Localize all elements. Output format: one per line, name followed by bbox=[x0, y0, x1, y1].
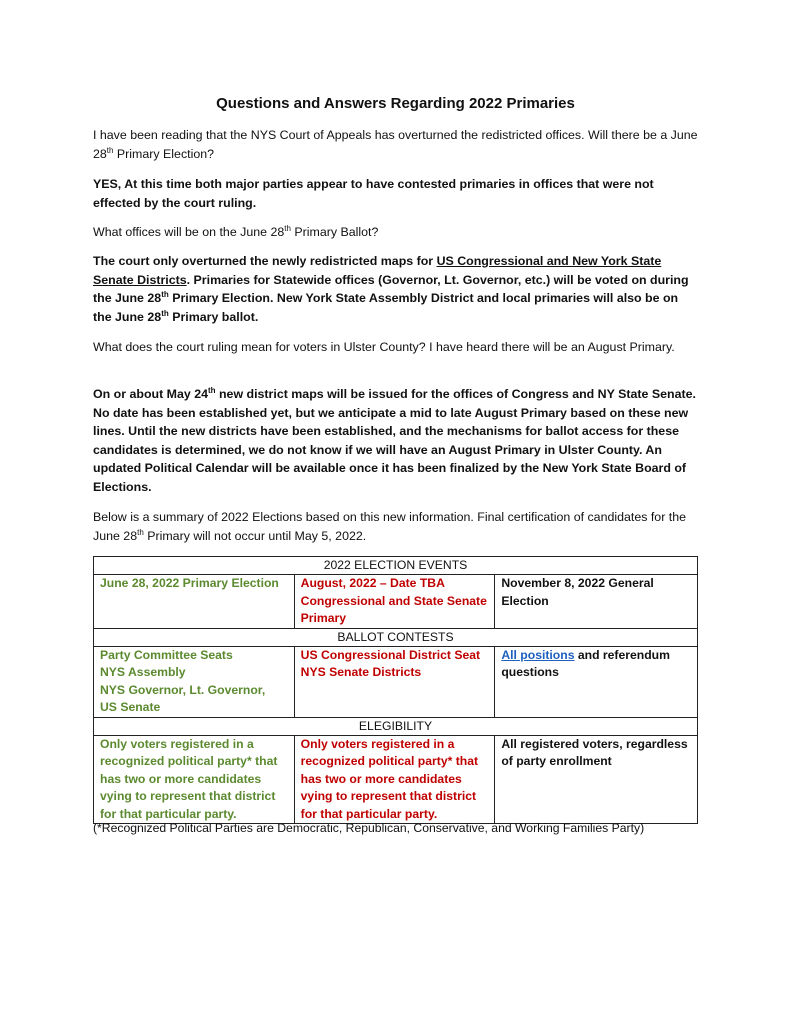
primary-june-cell: June 28, 2022 Primary Election bbox=[94, 575, 295, 628]
answer-2-text-d: Primary ballot. bbox=[168, 309, 259, 324]
events-header: 2022 ELECTION EVENTS bbox=[94, 557, 698, 575]
table-header-row bbox=[94, 628, 698, 646]
august-contests-cell bbox=[294, 647, 495, 718]
table-header-row bbox=[94, 557, 698, 575]
answer-2-text-b: . Primaries for Statewide offices (Governor, Lt. Governor, etc.) will be voted on during the June 28 bbox=[93, 272, 689, 305]
answer-2-text: The court only overturned the newly redistricted maps for bbox=[93, 254, 437, 268]
contest-item: and referendum questions bbox=[501, 648, 670, 680]
contest-item: NYS Senate Districts bbox=[300, 665, 422, 680]
table-header-row bbox=[94, 717, 698, 735]
august-eligibility-cell: Only voters registered in a recognized political party* that has two or more candidates vying to represent that district for that particular party. bbox=[294, 736, 495, 824]
question-2-text-end: Primary Ballot? bbox=[290, 225, 379, 239]
superscript: th bbox=[207, 385, 216, 395]
table-row bbox=[94, 736, 698, 824]
all-positions-link[interactable]: All positions bbox=[501, 648, 575, 663]
contest-item: US Congressional District Seat bbox=[300, 648, 481, 663]
answer-2-text-c: Primary Election. New York State Assembly District and local primaries will also be on the June 28 bbox=[93, 291, 679, 324]
question-1-text-end: Primary Election? bbox=[113, 146, 215, 161]
primary-august-cell: August, 2022 – Date TBA Congressional and State Senate Primary bbox=[294, 575, 495, 628]
question-1 bbox=[93, 126, 698, 163]
question-1-text: I have been reading that the NYS Court of Appeals has overturned the redistricted offices. Will there be a June 28 bbox=[93, 128, 698, 161]
june-eligibility-cell: Only voters registered in a recognized political party* that has two or more candidates vying to represent that district for that particular party. bbox=[94, 736, 295, 824]
superscript: th bbox=[161, 308, 169, 318]
eligibility-header: ELEGIBILITY bbox=[94, 717, 698, 735]
contest-item: NYS Assembly bbox=[100, 665, 186, 680]
general-election-cell: November 8, 2022 General Election bbox=[495, 575, 698, 628]
superscript: th bbox=[137, 527, 144, 537]
answer-3 bbox=[93, 385, 698, 496]
contest-item: Party Committee Seats bbox=[100, 648, 233, 663]
contest-item: NYS Governor, Lt. Governor, bbox=[100, 682, 266, 697]
question-2-text: What offices will be on the June 28 bbox=[93, 225, 285, 239]
districts-underlined-text: US Congressional and New York State Senate Districts bbox=[93, 254, 662, 287]
general-eligibility-cell: All registered voters, regardless of party enrollment bbox=[495, 736, 698, 824]
summary-paragraph bbox=[93, 508, 698, 545]
elections-table bbox=[93, 556, 698, 824]
superscript: th bbox=[161, 289, 169, 299]
general-contests-cell bbox=[495, 647, 698, 718]
summary-text-end: Primary will not occur until May 5, 2022. bbox=[143, 528, 367, 543]
contest-item: US Senate bbox=[100, 700, 161, 715]
table-row bbox=[94, 647, 698, 718]
answer-3-text-b: new district maps will be issued for the offices of Congress and NY State Senate. No date has been established yet, but we anticipate a mid to late August Primary based on these new lines. Until the new districts have been established, and the mechanisms for ballot access for these candidates is determined, we do not know if we will have an August Primary in Ulster County. An updated Political Calendar will be available once it has been finalized by the New York State Board of Elections. bbox=[93, 387, 696, 494]
june-contests-cell bbox=[94, 647, 295, 718]
footnote: (*Recognized Political Parties are Democratic, Republican, Conservative, and Working Families Party) bbox=[93, 821, 645, 835]
question-3: What does the court ruling mean for voters in Ulster County? I have heard there will be an August Primary. bbox=[93, 340, 675, 354]
page-title: Questions and Answers Regarding 2022 Primaries bbox=[216, 95, 575, 112]
superscript: th bbox=[106, 145, 114, 155]
superscript: th bbox=[284, 223, 291, 233]
question-2 bbox=[93, 223, 698, 242]
table-row bbox=[94, 575, 698, 628]
contests-header: BALLOT CONTESTS bbox=[94, 628, 698, 646]
answer-2 bbox=[93, 252, 698, 326]
answer-1: YES, At this time both major parties appear to have contested primaries in offices that were not effected by the court ruling. bbox=[93, 177, 654, 210]
summary-text: Below is a summary of 2022 Elections based on this new information. Final certification of candidates for the June 28 bbox=[93, 510, 686, 543]
answer-3-text: On or about May 24 bbox=[93, 387, 208, 401]
